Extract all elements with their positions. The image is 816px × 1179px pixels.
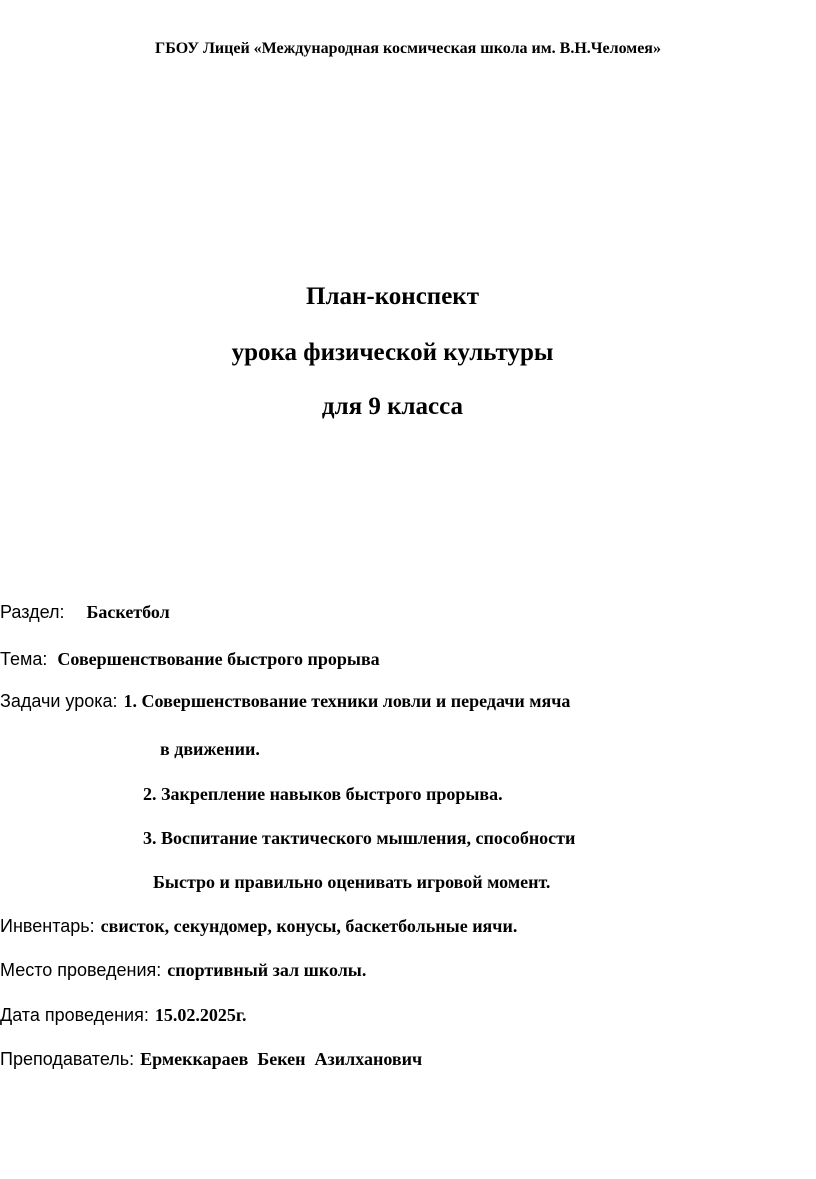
section-value: Баскетбол [86, 602, 170, 622]
date-value: 15.02.2025г. [154, 1005, 247, 1025]
document-title: План-конспект [306, 283, 479, 310]
date-label: Дата проведения: [0, 1005, 149, 1025]
teacher-value: Ермеккараев Бекен Азилханович [140, 1049, 423, 1069]
tasks-label: Задачи урока: [0, 691, 118, 711]
venue-value: спортивный зал школы. [167, 960, 367, 980]
equipment-field [0, 915, 517, 937]
teacher-field [0, 1048, 422, 1070]
venue-label: Место проведения: [0, 960, 162, 980]
equipment-label: Инвентарь: [0, 916, 95, 936]
date-field [0, 1004, 247, 1026]
task-1: 1. Совершенствование техники ловли и передачи мяча [123, 691, 571, 711]
document-subtitle: урока физической культуры [231, 339, 554, 366]
section-field [0, 601, 170, 623]
task-2: 2. Закрепление навыков быстрого прорыва. [143, 784, 503, 804]
topic-field [0, 648, 380, 670]
tasks-field [0, 690, 570, 712]
document-grade: для 9 класса [321, 393, 464, 420]
venue-field [0, 959, 366, 981]
equipment-value: свисток, секундомер, конусы, баскетбольные иячи. [100, 916, 518, 936]
task-1-continued: в движении. [160, 739, 260, 759]
teacher-label: Преподаватель: [0, 1049, 135, 1069]
topic-value: Совершенствование быстрого прорыва [57, 649, 380, 669]
school-header: ГБОУ Лицей «Международная космическая школа им. В.Н.Челомея» [155, 40, 661, 57]
topic-label: Тема: [0, 649, 48, 669]
section-label: Раздел: [0, 602, 65, 622]
task-3: 3. Воспитание тактического мышления, способности [143, 828, 576, 848]
task-3-continued: Быстро и правильно оценивать игровой момент. [153, 872, 551, 892]
